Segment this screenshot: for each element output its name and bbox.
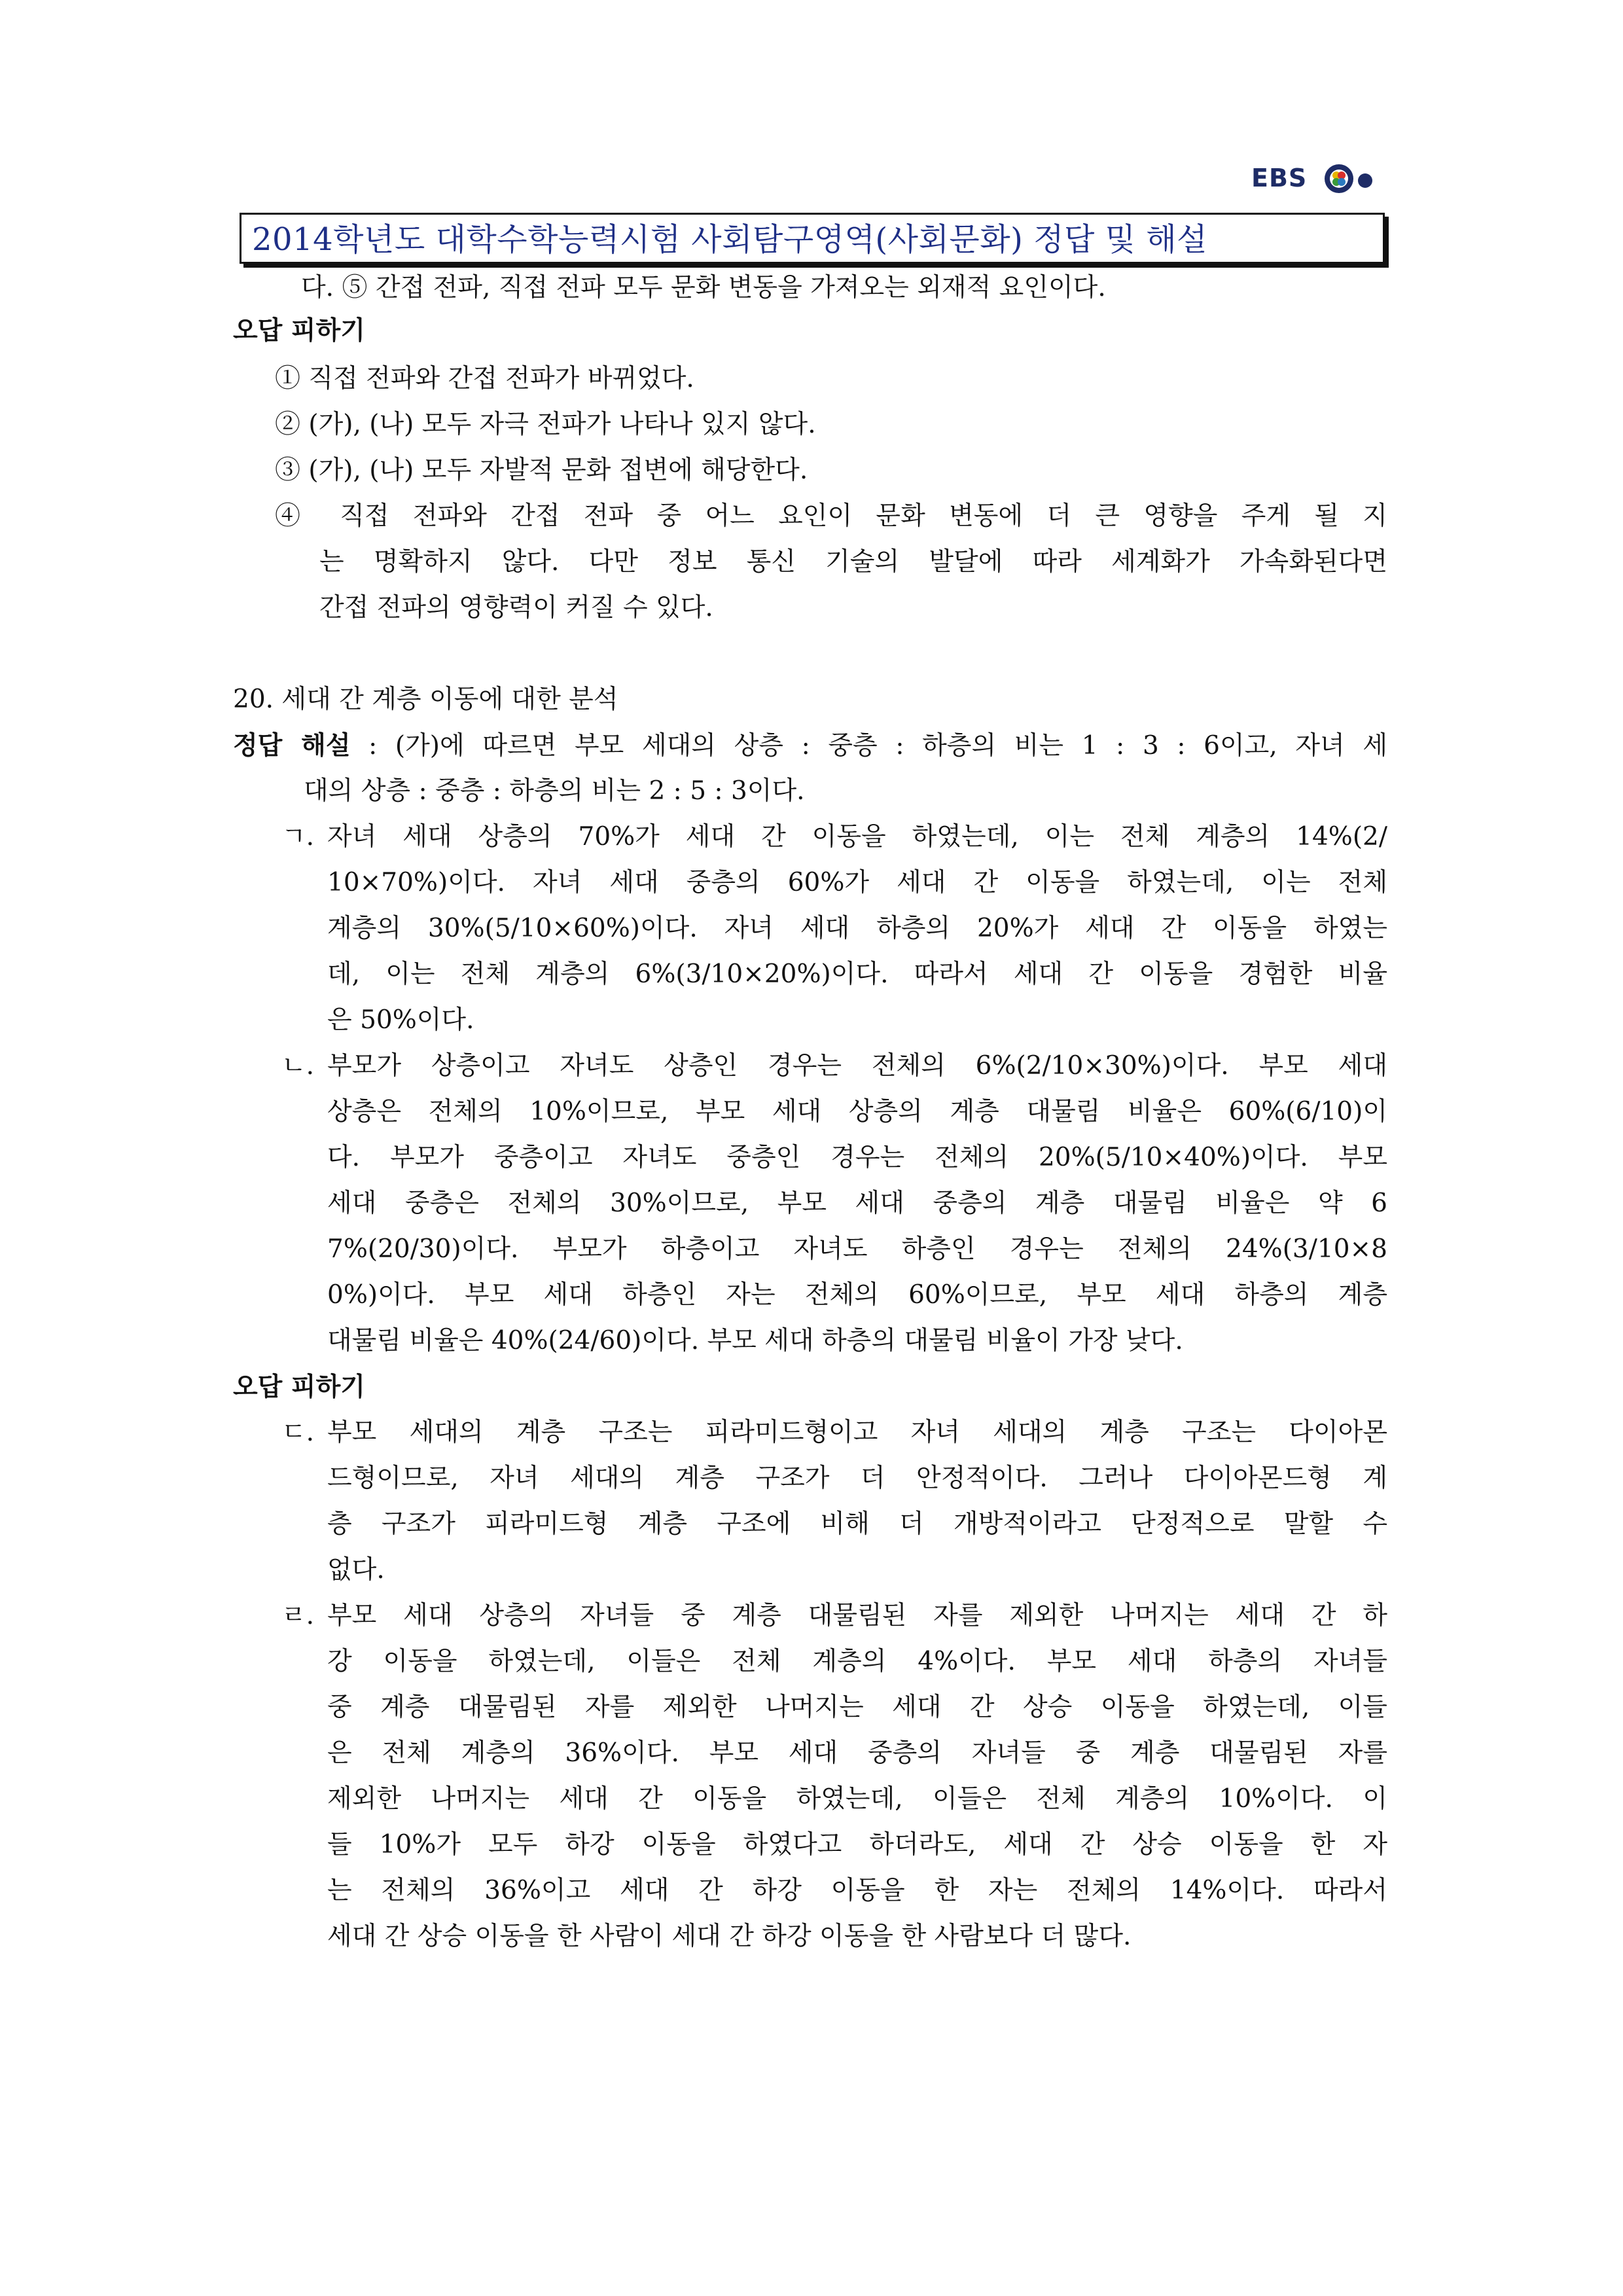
item-nieun-line: 0%)이다. 부모 세대 하층인 자는 전체의 60%이므로, 부모 세대 하층의 계층 <box>327 1280 1387 1310</box>
item-giyeok-line: 계층의 30%(5/10×60%)이다. 자녀 세대 하층의 20%가 세대 간 이동을 하였는 <box>327 914 1387 943</box>
item-rieul-line: 중 계층 대물림된 자를 제외한 나머지는 세대 간 상승 이동을 하였는데, 이들 <box>327 1693 1387 1722</box>
item-giyeok-line: 은 50%이다. <box>327 1005 474 1035</box>
item-rieul-line: 은 전체 계층의 36%이다. 부모 세대 중층의 자녀들 중 계층 대물림된 자를 <box>327 1738 1387 1768</box>
wrong-item-1: ① 직접 전파와 간접 전파가 바뀌었다. <box>275 364 694 393</box>
item-giyeok-line: 10×70%)이다. 자녀 세대 중층의 60%가 세대 간 이동을 하였는데, 이는 전체 <box>327 868 1387 897</box>
item-digeut-line: 없다. <box>327 1555 385 1585</box>
item-digeut-line: ㄷ. 부모 세대의 계층 구조는 피라미드형이고 자녀 세대의 계층 구조는 다이아몬 <box>281 1413 1387 1452</box>
item-marker: ㄷ. <box>281 1418 315 1447</box>
answer-explanation-text: : (가)에 따르면 부모 세대의 상층 : 중층 : 하층의 비는 1 : 3 : 6이고, 자녀 세 <box>350 731 1387 761</box>
wrong-answer-heading: 오답 피하기 <box>233 1372 365 1402</box>
wrong-item-4-line: 는 명확하지 않다. 다만 정보 통신 기술의 발달에 따라 세계화가 가속화된다면 <box>319 547 1387 577</box>
continuation-line: 다. ⑤ 간접 전파, 직접 전파 모두 문화 변동을 가져오는 외재적 요인이다. <box>301 273 1106 302</box>
item-rieul-line: 는 전체의 36%이고 세대 간 하강 이동을 한 자는 전체의 14%이다. 따라서 <box>327 1876 1387 1905</box>
ebs-logo-text: EBS <box>1251 164 1308 192</box>
wrong-item-4-line: 간접 전파의 영향력이 커질 수 있다. <box>319 593 713 622</box>
item-rieul-line: 제외한 나머지는 세대 간 이동을 하였는데, 이들은 전체 계층의 10%이다. 이 <box>327 1784 1387 1814</box>
ebs-logo <box>1251 157 1389 204</box>
wrong-item-4-line: ④ 직접 전파와 간접 전파 중 어느 요인이 문화 변동에 더 큰 영향을 주게 될 지 <box>275 501 1387 531</box>
wrong-item-3: ③ (가), (나) 모두 자발적 문화 접변에 해당한다. <box>275 456 808 485</box>
item-marker: ㄹ. <box>281 1601 315 1630</box>
item-nieun-line: 상층은 전체의 10%이므로, 부모 세대 상층의 계층 대물림 비율은 60%(6/10)이 <box>327 1097 1387 1126</box>
answer-explanation-line <box>233 726 1387 766</box>
item-rieul-line: 강 이동을 하였는데, 이들은 전체 계층의 4%이다. 부모 세대 하층의 자녀들 <box>327 1647 1387 1676</box>
item-nieun-line: 세대 중층은 전체의 30%이므로, 부모 세대 중층의 계층 대물림 비율은 약 6 <box>327 1189 1387 1218</box>
item-marker: ㄴ. <box>281 1051 315 1081</box>
answer-explanation-line: 대의 상층 : 중층 : 하층의 비는 2 : 5 : 3이다. <box>304 776 805 806</box>
item-marker: ㄱ. <box>281 822 315 852</box>
wrong-answer-heading: 오답 피하기 <box>233 315 365 346</box>
item-digeut-line: 층 구조가 피라미드형 계층 구조에 비해 더 개방적이라고 단정적으로 말할 수 <box>327 1509 1387 1539</box>
item-giyeok-line: 데, 이는 전체 계층의 6%(3/10×20%)이다. 따라서 세대 간 이동을 경험한 비율 <box>327 960 1387 989</box>
item-nieun-line: 7%(20/30)이다. 부모가 하층이고 자녀도 하층인 경우는 전체의 24%(3/10×8 <box>327 1234 1387 1264</box>
item-giyeok-line: ㄱ. 자녀 세대 상층의 70%가 세대 간 이동을 하였는데, 이는 전체 계층의 14%(2/ <box>281 817 1387 857</box>
title-box <box>240 213 1385 264</box>
wrong-item-2: ② (가), (나) 모두 자극 전파가 나타나 있지 않다. <box>275 410 816 439</box>
item-rieul-line: ㄹ. 부모 세대 상층의 자녀들 중 계층 대물림된 자를 제외한 나머지는 세대 간 하 <box>281 1596 1387 1636</box>
page-title: 2014학년도 대학수학능력시험 사회탐구영역(사회문화) 정답 및 해설 <box>252 221 1207 258</box>
item-rieul-line: 들 10%가 모두 하강 이동을 하였다고 하더라도, 세대 간 상승 이동을 한 자 <box>327 1830 1387 1859</box>
ebs-logo-mark-icon <box>1322 161 1387 196</box>
item-nieun-line: 다. 부모가 중층이고 자녀도 중층인 경우는 전체의 20%(5/10×40%)이다. 부모 <box>327 1143 1387 1172</box>
item-rieul-line: 세대 간 상승 이동을 한 사람이 세대 간 하강 이동을 한 사람보다 더 많다. <box>327 1922 1132 1951</box>
item-nieun-line: ㄴ. 부모가 상층이고 자녀도 상층인 경우는 전체의 6%(2/10×30%)이다. 부모 세대 <box>281 1047 1387 1086</box>
item-nieun-line: 대물림 비율은 40%(24/60)이다. 부모 세대 하층의 대물림 비율이 가장 낮다. <box>327 1326 1183 1355</box>
question-20-title: 20. 세대 간 계층 이동에 대한 분석 <box>233 685 618 714</box>
answer-explanation-label: 정답 해설 <box>233 730 351 761</box>
item-digeut-line: 드형이므로, 자녀 세대의 계층 구조가 더 안정적이다. 그러나 다이아몬드형 계 <box>327 1463 1387 1493</box>
